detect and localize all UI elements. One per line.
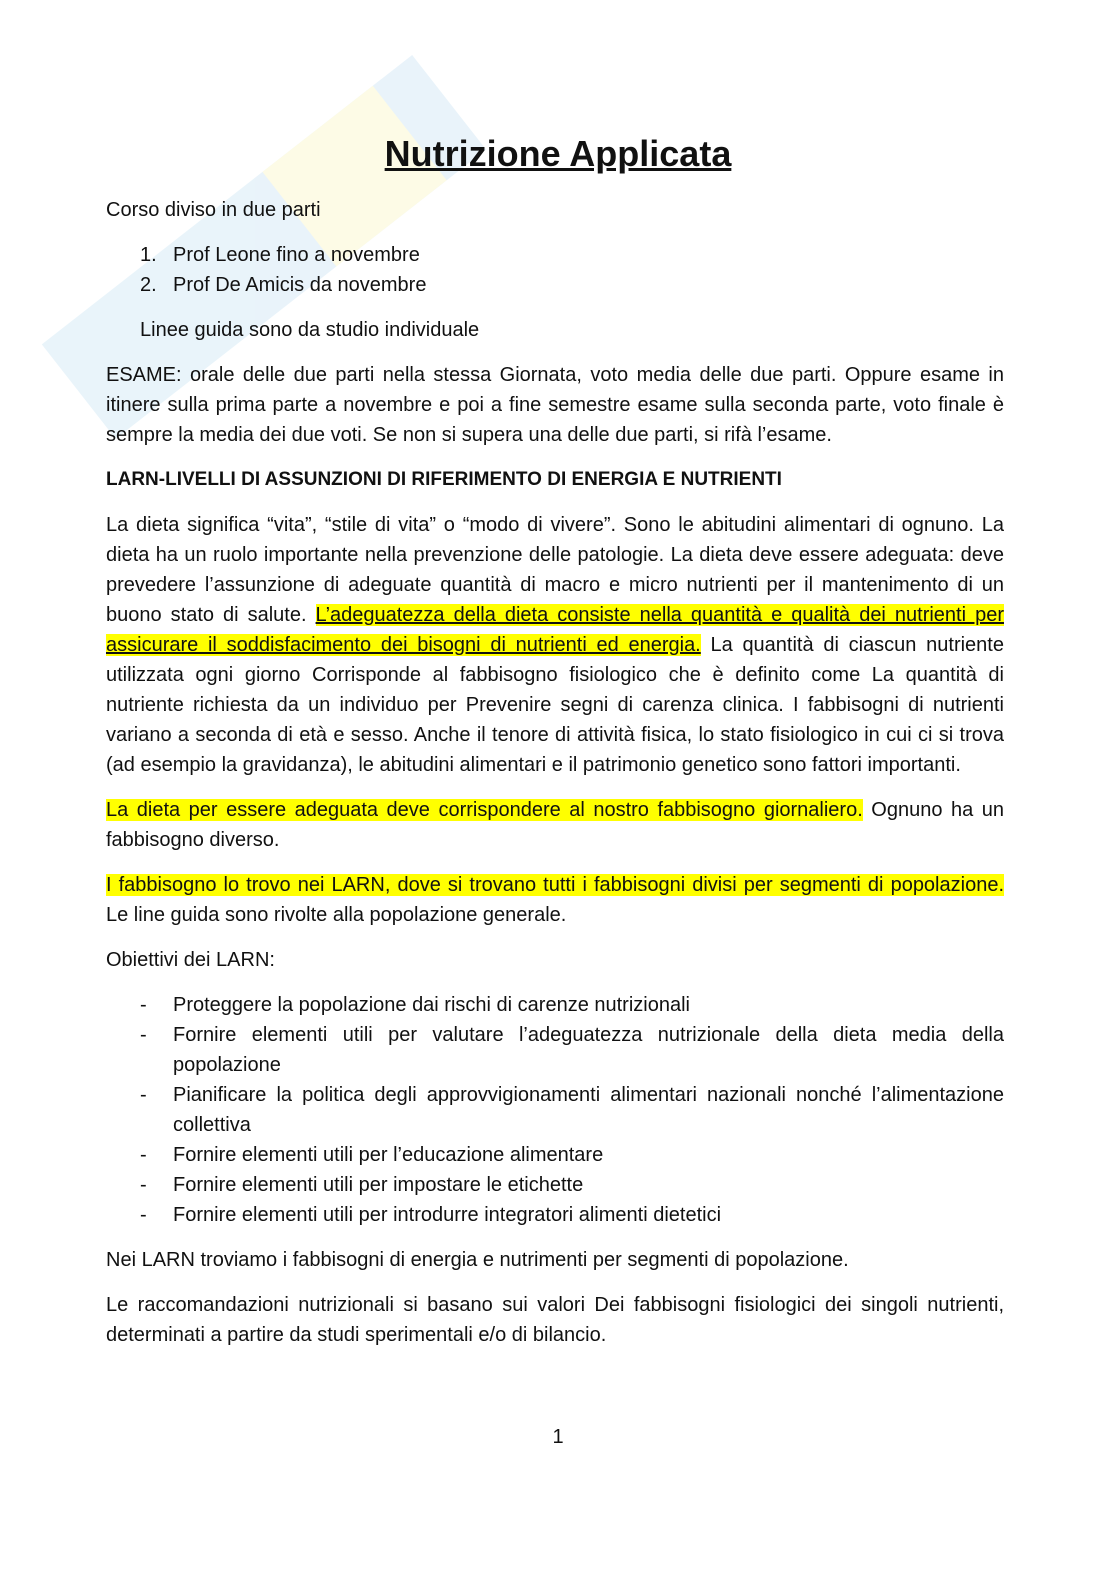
list-marker: 2. [140,274,157,296]
larn-needs-paragraph: Nei LARN troviamo i fabbisogni di energia e nutrimenti per segmenti di popolazione. [106,1249,849,1271]
list-item-text: Prof Leone fino a novembre [173,244,420,266]
objectives-list [106,990,1004,1230]
list-marker: 1. [140,244,157,266]
list-item-text: Proteggere la popolazione dai rischi di carenze nutrizionali [173,994,690,1016]
bullet-dash: - [140,994,147,1016]
list-item [106,990,1004,1020]
list-item-text: Prof De Amicis da novembre [173,274,427,296]
bullet-dash: - [140,1024,147,1046]
bullet-dash: - [140,1204,147,1226]
bullet-dash: - [140,1144,147,1166]
list-item [106,240,1004,270]
larn-paragraph [106,870,1004,930]
intro-text: Corso diviso in due parti [106,199,321,221]
diet-paragraph [106,510,1004,780]
text-run: La dieta significa “vita”, “stile di vita” o “modo di vivere”. Sono le abitudini alimentari di ognuno. La dieta ha un ruolo importante nella prevenzione delle patologie. La dieta deve essere adeguata: deve prevedere l’assunzione di adeguate quantità di macro e micro nutrienti per il mantenimento di un buono stato di salute. [106,514,1004,626]
adequacy-paragraph [106,795,1004,855]
guidelines-note: Linee guida sono da studio individuale [140,319,480,341]
list-item [106,1170,1004,1200]
list-item-text: Pianificare la politica degli approvvigionamenti alimentari nazionali nonché l’alimentazione collettiva [173,1084,1004,1136]
list-item [106,1020,1004,1080]
document-title: Nutrizione Applicata [384,133,732,174]
list-item [106,1140,1004,1170]
highlighted-text: La dieta per essere adeguata deve corrispondere al nostro fabbisogno giornaliero. [106,799,863,821]
objectives-label: Obiettivi dei LARN: [106,949,275,971]
list-item-text: Fornire elementi utili per valutare l’adeguatezza nutrizionale della dieta media della popolazione [173,1024,1004,1076]
list-item [106,270,1004,300]
recommendations-paragraph: Le raccomandazioni nutrizionali si basano sui valori Dei fabbisogni fisiologici dei singoli nutrienti, determinati a partire da studi sperimentali e/o di bilancio. [106,1294,1004,1346]
exam-paragraph: ESAME: orale delle due parti nella stessa Giornata, voto media delle due parti. Oppure esame in itinere sulla prima parte a novembre e poi a fine semestre esame sulla seconda parte, voto finale è sempre la media dei due voti. Se non si supera una delle due parti, si rifà l’esame. [106,364,1004,446]
list-item-text: Fornire elementi utili per impostare le etichette [173,1174,584,1196]
bullet-dash: - [140,1084,147,1106]
list-item [106,1080,1004,1140]
text-run: La quantità di ciascun nutriente utilizzata ogni giorno Corrisponde al fabbisogno fisiologico che è definito come La quantità di nutriente richiesta da un individuo per Prevenire segni di carenza clinica. I fabbisogni di nutrienti variano a seconda di età e sesso. Anche il tenore di attività fisica, lo stato fisiologico in cui ci si trova (ad esempio la gravidanza), le abitudini alimentari e il patrimonio genetico sono fattori importanti. [106,634,1004,776]
text-run: Ognuno ha un fabbisogno diverso. [106,799,1004,851]
page-number: 1 [552,1426,564,1448]
bullet-dash: - [140,1174,147,1196]
list-item-text: Fornire elementi utili per introdurre integratori alimenti dietetici [173,1204,722,1226]
list-item-text: Fornire elementi utili per l’educazione alimentare [173,1144,604,1166]
section-heading: LARN-LIVELLI DI ASSUNZIONI DI RIFERIMENTO DI ENERGIA E NUTRIENTI [106,469,782,490]
text-run: Le line guida sono rivolte alla popolazione generale. [106,904,567,926]
list-item [106,1200,1004,1230]
highlighted-text: L’adeguatezza della dieta consiste nella quantità e qualità dei nutrienti per assicurare il soddisfacimento dei bisogni di nutrienti ed energia. [106,604,1004,656]
highlighted-text: I fabbisogno lo trovo nei LARN, dove si trovano tutti i fabbisogni divisi per segmenti di popolazione. [106,874,1004,896]
parts-list [106,240,1004,300]
